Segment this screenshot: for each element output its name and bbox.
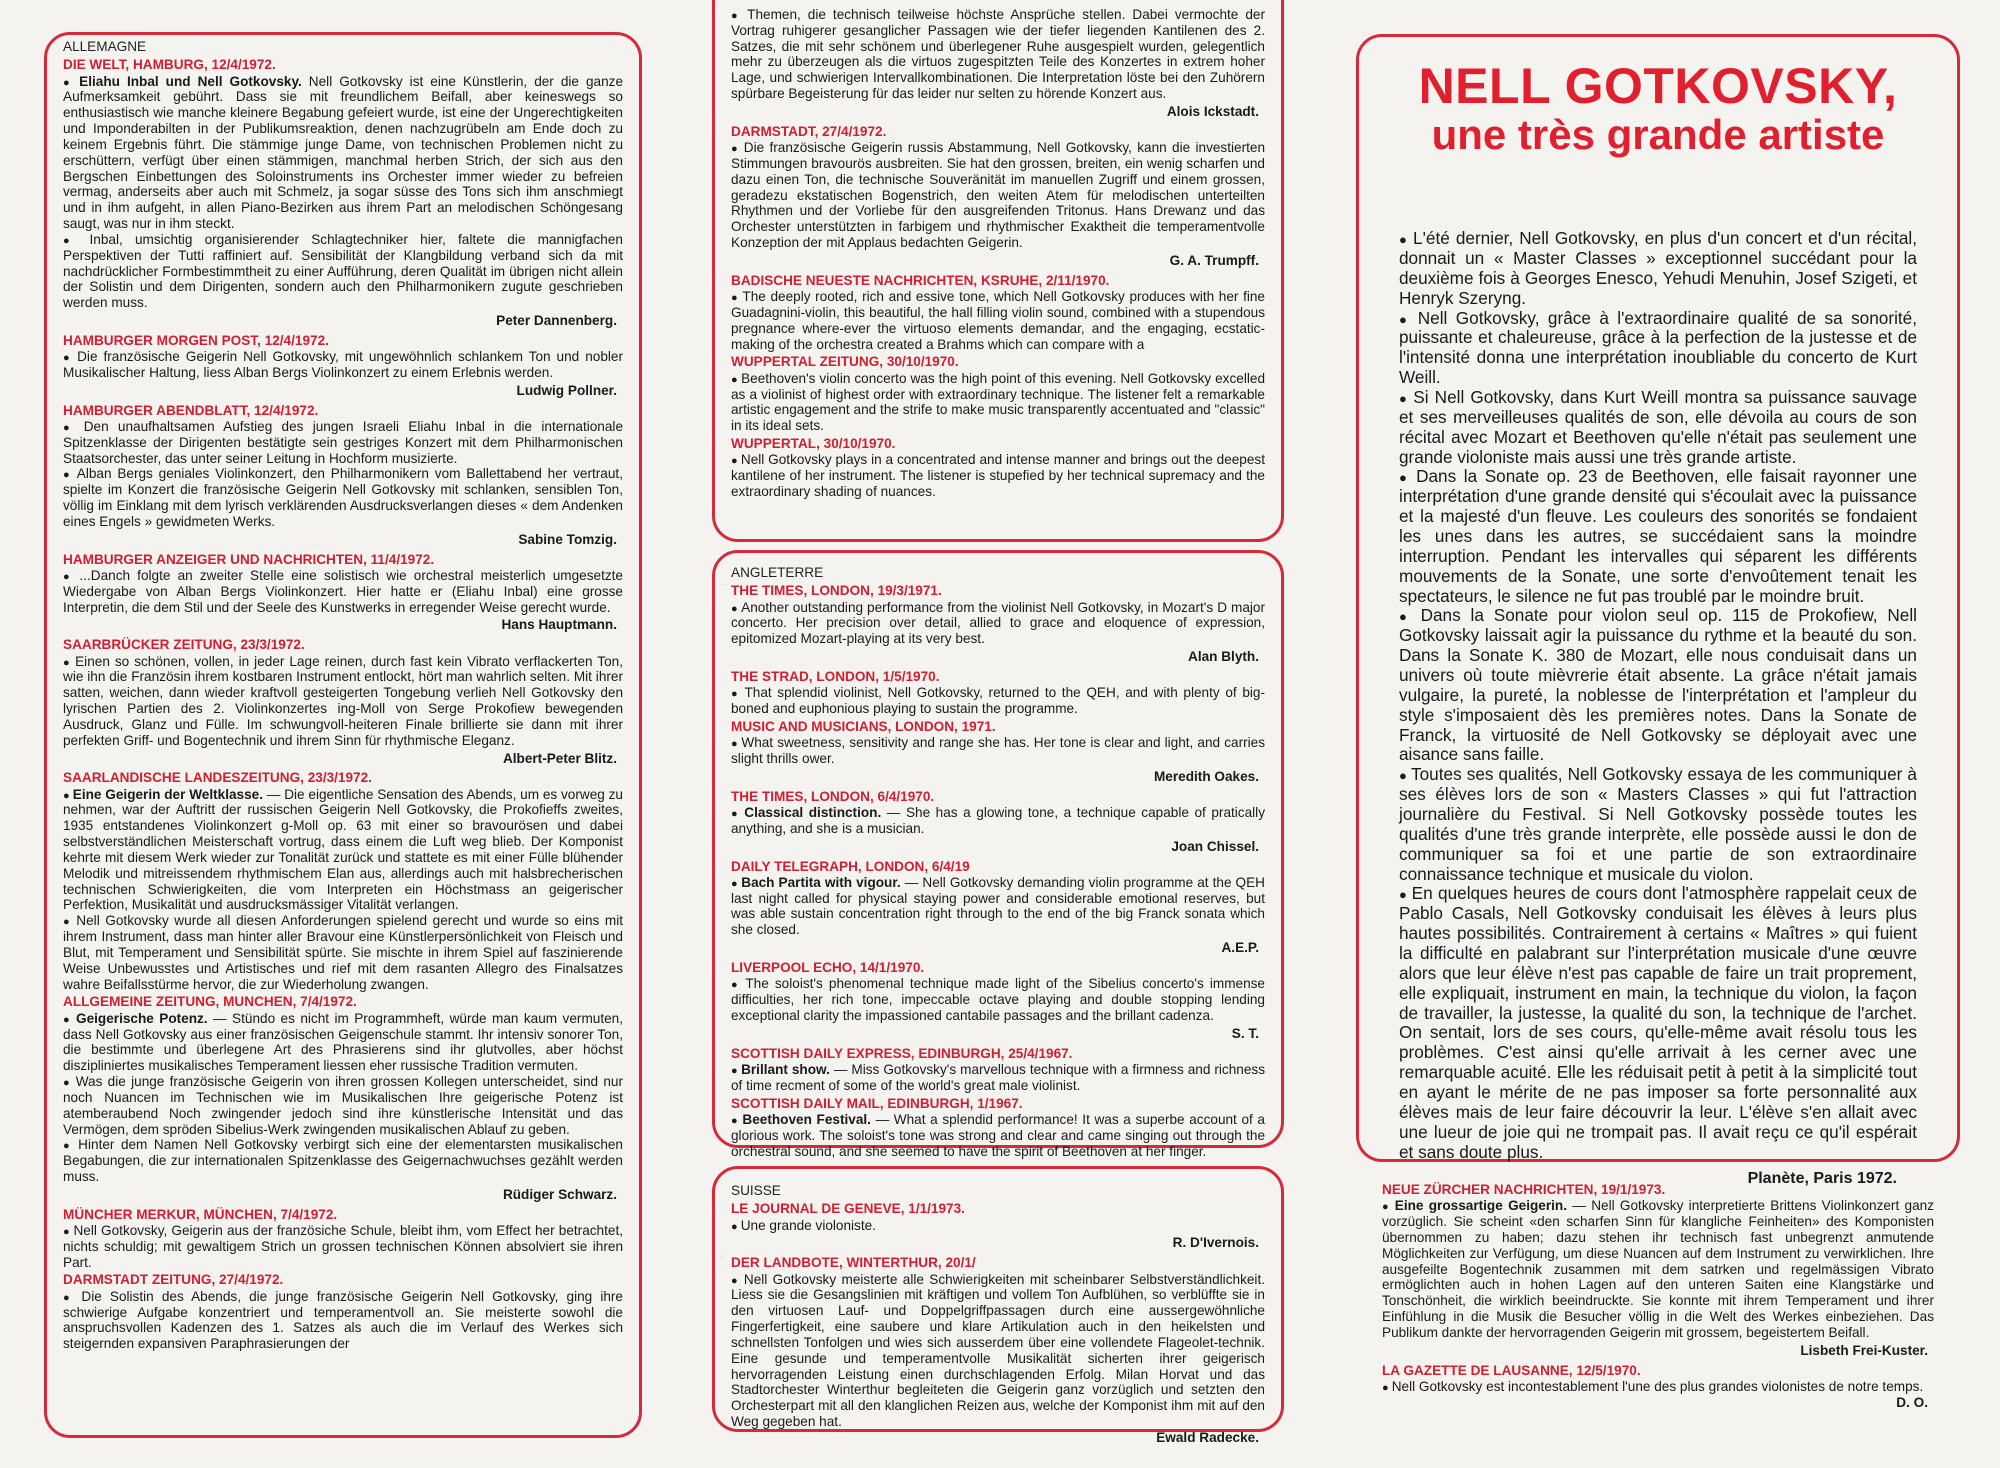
review-paragraph: ● Nell Gotkovsky wurde all diesen Anforderungen spielend gerecht und wurde so eins mit ihrem Instrument, dass man hinter aller Bravour eine Künstlerpersönlichkeit von Fleisch und Blut, mit Temperament und Sensibilität spürte. Sie mischte in ihrem Spiel auf faszinierende Weise Unbewusstes und Artistisches und rief mit dem rasanten Allegro des Finalsatzes wahre Beifallsstürme hervor, die zur Wiederholung zwangen.	[63, 913, 623, 992]
source-title: NEUE ZÜRCHER NACHRICHTEN, 19/1/1973.	[1382, 1182, 1666, 1197]
review-paragraph: ● Another outstanding performance from the violinist Nell Gotkovsky, in Mozart's D major concerto. Her precision over detail, allied to grace and eloquence of expression, epitomized Mozart-playing at its very best.	[731, 600, 1265, 647]
panel-feature-article	[1356, 34, 1960, 1188]
source-title: SAARBRÜCKER ZEITUNG, 23/3/1972.	[63, 637, 305, 653]
review-lead: Classical distinction.	[744, 805, 882, 821]
review-paragraph: ● Brillant show. — Miss Gotkovsky's marvellous technique with a firmness and richness of time recment of some of the world's great male violinist.	[731, 1062, 1265, 1094]
review-lead: Geigerische Potenz.	[76, 1010, 208, 1026]
source-title: BADISCHE NEUESTE NACHRICHTEN, KSRUHE, 2/11/1970.	[731, 272, 1110, 288]
article-subtitle: une très grande artiste	[1431, 111, 1885, 158]
review-paragraph: ● Einen so schönen, vollen, in jeder Lage reinen, durch fast kein Vibrato verflackerten Ton, wie ihn die Französin ihrem kostbaren Instrument entlockt, hört man wahrlich selten. Mit ihrer satten, weichen, dann wieder kraftvoll gesteigerten Tongebung verlieh Nell Gotkovsky den lyrischen Partien des 2. Violinkonzertes ing-Moll von Serge Prokofiew bewegenden Ausdruck, Glanz und Fülle. Im schwungvoll-heiteren Finale brillierte sie dann mit ihrer perfekten Griff- und Bogentechnik und ihrem Sinn für rhythmische Eleganz.	[63, 654, 623, 749]
article-body	[1399, 229, 1917, 1162]
section-label: ANGLETERRE	[731, 565, 824, 580]
article-title: NELL GOTKOVSKY,	[1418, 58, 1898, 114]
source-title: MUSIC AND MUSICIANS, LONDON, 1971.	[731, 718, 996, 734]
review-signature: G. A. Trumpff.	[1169, 252, 1259, 268]
review-signature: Rüdiger Schwarz.	[502, 1186, 617, 1202]
source-title: WUPPERTAL ZEITUNG, 30/10/1970.	[731, 354, 959, 370]
panel-suisse	[712, 1166, 1284, 1445]
review-paragraph: ● Nell Gotkovsky meisterte alle Schwierigkeiten mit scheinbarer Selbstverständlichkeit. Liess sie die Gesangslinien mit kräftigen und vollem Ton Aufblühen, so verblüffte sie in den virtuosen Lauf- und Doppelgriffpassagen durch eine aussergewöhnliche Fingerfertigkeit, eine saubere und klare Artikulation auch in den heikelsten und schnellsten Tonfolgen und wies sich ausserdem über eine vollendete Flageolet-technik. Eine gesunde und temperamentvolle Musikalität sicherten ihrer geigerisch hervorragenden Leistung einen durchschlagenden Erfolg. Milan Horvat und das Stadtorchester Winterthur begleiteten die Geigerin ganz vorzüglich und setzten den Orchesterpart mit all den klanglichen Reizen aus, welche der Komponist ihm mit auf den Weg gegeben hat.	[731, 1272, 1265, 1430]
review-paragraph: ● Geigerische Potenz. — Stündo es nicht im Programmheft, würde man kaum vermuten, dass Nell Gotkovsky aus einer französischen Geigenschule stammt. Ihr intensiv sonorer Ton, die bestimmte und überlegene Art des Phrasierens sind ihr glutvolles, aber höchst diszipliniertes musikalisches Temperament liessen eher russische Tradition vermuten.	[63, 1011, 623, 1074]
review-paragraph: ● Die französische Geigerin Nell Gotkovsky, mit ungewöhnlich schlankem Ton und nobler Musikalischer Haltung, liess Alban Bergs Violinkonzert zu einem Erlebnis werden.	[63, 349, 623, 381]
article-paragraph: ● Nell Gotkovsky, grâce à l'extraordinaire qualité de sa sonorité, puissante et chaleureuse, grâce à la perfection de la justesse et de l'intensité donna une interprétation inoubliable du concerto de Kurt Weill.	[1399, 309, 1917, 388]
section-label: SUISSE	[731, 1183, 781, 1198]
review-paragraph: ● Nell Gotkovsky, Geigerin aus der französiche Schule, bleibt ihm, vom Effect her betrachtet, nichts schuldig; mit gewaltigem Strich un grossen technischen Können absolviert sie ihren Part.	[63, 1223, 623, 1270]
source-title: ALLGEMEINE ZEITUNG, MUNCHEN, 7/4/1972.	[63, 994, 357, 1010]
source-title: DARMSTADT ZEITUNG, 27/4/1972.	[63, 1272, 284, 1288]
review-signature: Meredith Oakes.	[1153, 768, 1259, 784]
source-title: THE TIMES, LONDON, 19/3/1971.	[731, 583, 942, 599]
review-paragraph: ● Une grande violoniste.	[731, 1218, 1265, 1234]
review-lead: Eine grossartige Geigerin.	[1394, 1198, 1568, 1214]
source-title: SAARLANDISCHE LANDESZEITUNG, 23/3/1972.	[63, 770, 372, 786]
source-title: DIE WELT, HAMBURG, 12/4/1972.	[63, 57, 276, 73]
article-paragraph: ● Toutes ses qualités, Nell Gotkovsky essaya de les communiquer à ses élèves lors de son « Masters Classes » qui fut l'attraction journalière du Festival. Si Nell Gotkovsky possède toutes les qualités d'une très grande interprète, elle possède aussi le don de communiquer sa foi et une partie de son extraordinaire connaissance technique et musicale du violon.	[1399, 765, 1917, 884]
article-paragraph: ● Si Nell Gotkovsky, dans Kurt Weill montra sa puissance sauvage et ses merveilleuses qualités de son, elle dévoila au cours de son récital avec Mozart et Beethoven qu'elle n'était pas seulement une grande violoniste mais aussi une très grande artiste.	[1399, 388, 1917, 467]
review-paragraph: ● Die Solistin des Abends, die junge französische Geigerin Nell Gotkovsky, ging ihre schwierige Aufgabe konzentriert und temperamentvoll an. Sie meisterte sowohl die anspruchsvollen Kadenzen des 1. Satzes als auch die im Verlauf des Werkes sich steigernden expansiven Paraphrasierungen der	[63, 1289, 623, 1352]
article-paragraph: ● L'été dernier, Nell Gotkovsky, en plus d'un concert et d'un récital, donnait un « Master Classes » exceptionnel succédant pour la deuxième fois à Georges Enesco, Yehudi Menuhin, Josef Szigeti, et Henryk Szeryng.	[1399, 229, 1917, 308]
review-paragraph: ● Was die junge französische Geigerin von ihren grossen Kollegen unterscheidet, sind nur noch Nuancen im Technischen wie im Musikalischen Ihre geigerische Potenz ist atemberaubend Noch zwingender jedoch sind ihre künstlerische Intensität und das Vermögen, dem spröden Sibelius-Werk zwingenden musikalischen Ablauf zu geben.	[63, 1074, 623, 1137]
review-paragraph: ● Themen, die technisch teilweise höchste Ansprüche stellen. Dabei vermochte der Vortrag ruhigerer gesanglicher Passagen wie der tiefer liegenden Kantilenen des 2. Satzes, die mit sehr schönem und überlegener Ruhe ausgespielt wurden, gelegentlich mehr zu überzeugen als die virtuos zugespitzten Teile des Konzertes in extrem hoher Lage, und schwierigen Intervallkombinationen. Die Interpretation löste bei den Zuhörern spürbare Begeisterung für das leider nur selten zu hörende Konzert aus.	[731, 7, 1265, 102]
review-lead: Eliahu Inbal und Nell Gotkovsky.	[79, 73, 302, 89]
review-signature: Peter Dannenberg.	[496, 313, 617, 329]
source-title: HAMBURGER MORGEN POST, 12/4/1972.	[63, 332, 329, 348]
review-signature: Lisbeth Frei-Kuster.	[1800, 1342, 1928, 1358]
source-title: HAMBURGER ANZEIGER UND NACHRICHTEN, 11/4/1972.	[63, 551, 435, 567]
review-paragraph: ● Alban Bergs geniales Violinkonzert, den Philharmonikern vom Ballettabend her vertraut, spielte im Konzert die französische Geigerin Nell Gotkovsky mit schlanken, sensiblen Ton, völlig im Einklang mit dem lyrisch verklärenden Ausdrucksverlangen dieses « dem Andenken eines Engels » gewidmeten Werks.	[63, 466, 623, 529]
review-lead: Eine Geigerin der Weltklasse.	[72, 786, 263, 802]
review-paragraph: ● ...Danch folgte an zweiter Stelle eine solistisch wie orchestral meisterlich umgesetzte Wiedergabe von Alban Bergs Violinkonzert. Hier hatte er (Eliahu Inbal) eine grosse Interpretin, die dem Stil und der Seele des Kunstwerks in erregender Weise gerecht wurde.	[63, 568, 623, 615]
panel-allemagne	[44, 32, 642, 1438]
review-paragraph: ● Den unaufhaltsamen Aufstieg des jungen Israeli Eliahu Inbal in die internationale Spitzenklasse der Dirigenten bestätigte sein gestriges Konzert mit dem Philharmonischen Staatsorchester, das unter seiner Leitung in Hochform musizierte.	[63, 419, 623, 466]
review-lead: Brillant show.	[741, 1061, 830, 1077]
source-title: LIVERPOOL ECHO, 14/1/1970.	[731, 959, 925, 975]
review-paragraph: ● The deeply rooted, rich and essive tone, which Nell Gotkovsky produces with her fine Guadagnini-violin, this beautiful, the hall filling violin sound, combined with a stupendous pregnance where-ever the virtuoso elements demandar, and the engaging, ecstatic-making of the orchestra created a Brahms which can compare with a	[731, 289, 1265, 352]
article-paragraph: ● En quelques heures de cours dont l'atmosphère rappelait ceux de Pablo Casals, Nell Gotkovsky conduisait les élèves à leurs plus hautes possibilités. Contrairement à certains « Maîtres » qui fuient la difficulté en palabrant sur l'interprétation musicale d'une œuvre alors que leur élève n'est pas capable de faire un trait proprement, elle expliquait, instrument en main, la technique du violon, la façon de travailler, la justesse, la qualité du son, la technique de l'archet. On sentait, lors de ses cours, qu'elle-même avait résolu tous les problèmes. C'est ainsi qu'elle arrivait à les cerner avec une remarquable acuité. Elle les réduisait petit à petit à la simplicité tout en ayant le mérite de ne pas imposer sa forte personnalité aux élèves mais de leur faire découvrir la leur. L'élève s'en allait avec une lueur de joie qui ne trompait pas. Il avait reçu ce qu'il espérait et sans doute plus.	[1399, 884, 1917, 1162]
review-paragraph: ● That splendid violinist, Nell Gotkovsky, returned to the QEH, and with plenty of big-boned and euphonious playing to sustain the programme.	[731, 685, 1265, 717]
review-signature: R. D'Ivernois.	[1172, 1235, 1259, 1251]
source-title: DARMSTADT, 27/4/1972.	[731, 123, 887, 139]
review-paragraph: ● Nell Gotkovsky est incontestablement l'une des plus grandes violonistes de notre temps.	[1382, 1379, 1934, 1395]
source-title: SCOTTISH DAILY MAIL, EDINBURGH, 1/1967.	[731, 1095, 1023, 1111]
source-title: LA GAZETTE DE LAUSANNE, 12/5/1970.	[1382, 1362, 1641, 1378]
panel-swiss-reviews	[1370, 1170, 1946, 1436]
source-title: MÜNCHER MERKUR, MÜNCHEN, 7/4/1972.	[63, 1206, 338, 1222]
review-signature: Joan Chissel.	[1171, 838, 1259, 854]
review-paragraph: ● Hinter dem Namen Nell Gotkovsky verbirgt sich eine der elementarsten musikalischen Begabungen, die zur internationalen Spitzenklasse des Geigernachwuchses gezählt werden muss.	[63, 1137, 623, 1184]
review-signature: D. O.	[1896, 1394, 1928, 1410]
review-paragraph: ● Eine grossartige Geigerin. — Nell Gotkovsky interpretierte Brittens Violinkonzert ganz vorzüglich. Sie scheint «den scharfen Sinn für klangliche Feinheiten» des Komponisten übernommen zu haben; dazu stehen ihr technisch fast unbegrenzt anmutende Möglichkeiten zur Verfügung, um diese Nuancen auf dem Instrument zu verwirklichen. Ihre ausgefeilte Bogentechnik zusammen mit dem satrken und regelmässigen Vibrato ermöglichten auch in hohen Lagen auf den unteren Saiten eine Klangstärke und Tonschönheit, die wirklich beeindruckte. Sie konnte mit ihrem Temperament und ihrer Einfühlung in die Musik die Besucher völlig in die Welt des Werkes einbeziehen. Das Publikum dankte der hervorragenden Geigerin mit grossem, begeistertem Beifall.	[1382, 1198, 1934, 1340]
review-paragraph: ● Classical distinction. — She has a glowing tone, a technique capable of pratically anything, and she is a musician.	[731, 805, 1265, 837]
review-paragraph: ● Nell Gotkovsky plays in a concentrated and intense manner and brings out the deepest kantilene of her instrument. The listener is stupefied by her technical supremacy and the extraordinary shading of nuances.	[731, 452, 1265, 499]
review-paragraph: ● Eliahu Inbal und Nell Gotkovsky. Nell Gotkovsky ist eine Künstlerin, der die ganze Aufmerksamkeit gebührt. Dass sie mit freundlichem Beifall, aber keineswegs so enthusiastisch wie manche kleinere Begabung gefeiert wurde, ist eine der Ungerechtigkeiten und Imponderabilten in der Publikumsreaktion, denen nachzugrübeln am Ende doch zu keinem Ergebnis führt. Die stämmige junge Dame, von technischen Problemen nicht zu erschüttern, verfügt über einen stämmigen, manchmal herben Strich, der sich aus den Bergschen Einbettungen des Soloinstruments ins Orchester immer wieder zu befreien vermag, anderseits aber auch mit Schmelz, ja sogar süsse des Tons sich ihm anschmiegt und in ihm aufgeht, in allen Piano-Bezirken aus ihrem Part an melodischen Schöngesang saugt, was nur in ihm steckt.	[63, 74, 623, 232]
section-label: ALLEMAGNE	[63, 39, 147, 54]
review-paragraph: ● Eine Geigerin der Weltklasse. — Die eigentliche Sensation des Abends, um es vorweg zu nehmen, war der Auftritt der russischen Geigerin Nell Gotkovsky, die Prokofieffs zweites, 1935 entstandenes Violinkonzert g-Moll op. 63 mit einer so bravourösen und dabei selbstverständlichen Meisterschaft vortrug, dass einem die Luft weg blieb. Der Komponist kehrte mit diesem Werk wieder zur Tonalität zurück und stattete es mit einer Fülle blühender Melodik und mitreissendem rhythmischem Elan aus, allerdings auch mit halsbrecherischen technischen Schwierigkeiten, die vom Interpreten ein Höchstmass an geigerischer Perfektion, Musikalität und ausdrucksmässiger Vitalität verlangen.	[63, 787, 623, 914]
article-paragraph: ● Dans la Sonate op. 23 de Beethoven, elle faisait rayonner une interprétation d'une grande densité qui s'écoulait avec la puissance et la majesté d'un fleuve. Les couleurs des sonorités se fondaient les unes dans les autres, se succédaient sans la moindre interruption. Pendant les intervalles qui séparent les différents mouvements de la Sonate, une sorte d'envoûtement tenait les spectateurs, le silence ne fut pas troublé par le moindre bruit.	[1399, 467, 1917, 606]
review-lead: Beethoven Festival.	[742, 1111, 871, 1127]
review-lead: Bach Partita with vigour.	[741, 874, 901, 890]
panel-reviews-continued	[712, 0, 1284, 542]
review-signature: Hans Hauptmann.	[501, 617, 617, 633]
source-title: THE TIMES, LONDON, 6/4/1970.	[731, 788, 935, 804]
article-paragraph: ● Dans la Sonate pour violon seul op. 115 de Prokofiew, Nell Gotkovsky laissait agir la puissance du rythme et la beauté du son. Dans la Sonate K. 380 de Mozart, elle nous conduisait dans un univers où toute mièvrerie était absente. La grâce n'était jamais vulgaire, la pureté, la noblesse de l'interprétation et l'ampleur du style s'imposaient dès les premières notes. Dans la Sonate de Franck, la virtuosité de Nell Gotkovsky se déployait avec une aisance sans faille.	[1399, 606, 1917, 765]
review-signature: Alan Blyth.	[1188, 649, 1259, 665]
review-paragraph: ● Die französische Geigerin russis Abstammung, Nell Gotkovsky, kann die investierten Stimmungen bravourös ausbreiten. Sie hat den grossen, breiten, ein wenig scharfen und dazu einen Ton, die technische Souveränität im manuellen Zugriff und einem grossen, geradezu ekstatischen Bogenstrich, den weiten Atem für melodischen unterteilten Rhythmen und der Vorliebe für den ausgreifenden Tritonus. Hans Drewanz und das Orchester unterstützten in farbigem und rhythmischer Exaktheit die temperamentvolle Konzeption der mit Applaus bedachten Geigerin.	[731, 140, 1265, 251]
panel-angleterre	[712, 550, 1284, 1159]
source-title: WUPPERTAL, 30/10/1970.	[731, 435, 896, 451]
review-paragraph: ● The soloist's phenomenal technique made light of the Sibelius concerto's immense difficulties, her rich tone, impeccable octave playing and double stopping lending exceptional clarity the impassioned cantabile passages and the brillant cadenza.	[731, 976, 1265, 1023]
article-signature: Planète, Paris 1972.	[1747, 1170, 1897, 1188]
review-signature: Alois Ickstadt.	[1166, 103, 1259, 119]
review-paragraph: ● Beethoven Festival. — What a splendid performance! It was a superbe account of a glorious work. The soloist's tone was strong and clear and came singing out through the orchestral sound, and she seemed to have the spirit of Beethoven at her finger.	[731, 1112, 1265, 1159]
review-paragraph: ● Inbal, umsichtig organisierender Schlagtechniker hier, faltete die mannigfachen Perspektiven der Tutti raffiniert auf. Sensibilität der Klangbildung verband sich da mit nachdrücklicher Formbestimmtheit zu einer Aufführung, deren Qualität im übrigen nicht allein der Solistin und dem Dirigenten, sondern auch den Philharmonikern zugute geschrieben werden muss.	[63, 232, 623, 311]
source-title: DER LANDBOTE, WINTERTHUR, 20/1/	[731, 1255, 976, 1271]
review-signature: Sabine Tomzig.	[518, 531, 617, 547]
review-signature: Albert-Peter Blitz.	[502, 750, 617, 766]
review-paragraph: ● What sweetness, sensitivity and range she has. Her tone is clear and light, and carries slight thrills ower.	[731, 735, 1265, 767]
review-signature: Ewald Radecke.	[1156, 1429, 1259, 1445]
review-paragraph: ● Beethoven's violin concerto was the high point of this evening. Nell Gotkovsky excelled as a violinist of highest order with extraordinary technique. The listener felt a remarkable artistic engagement and the strife to make music transparently accentuated and "classic" in its ideal sets.	[731, 371, 1265, 434]
review-paragraph: ● Bach Partita with vigour. — Nell Gotkovsky demanding violin programme at the QEH last night called for physical staying power and considerable emotional reserves, but was able sustain concentration right through to the end of the big Franck sonata which she closed.	[731, 875, 1265, 938]
review-signature: S. T.	[1231, 1025, 1259, 1041]
source-title: HAMBURGER ABENDBLATT, 12/4/1972.	[63, 402, 319, 418]
source-title: DAILY TELEGRAPH, LONDON, 6/4/19	[731, 858, 970, 874]
source-title: THE STRAD, LONDON, 1/5/1970.	[731, 668, 940, 684]
source-title: LE JOURNAL DE GENEVE, 1/1/1973.	[731, 1201, 965, 1217]
source-title: SCOTTISH DAILY EXPRESS, EDINBURGH, 25/4/1967.	[731, 1045, 1073, 1061]
review-signature: Ludwig Pollner.	[516, 382, 617, 398]
review-signature: A.E.P.	[1221, 940, 1259, 956]
